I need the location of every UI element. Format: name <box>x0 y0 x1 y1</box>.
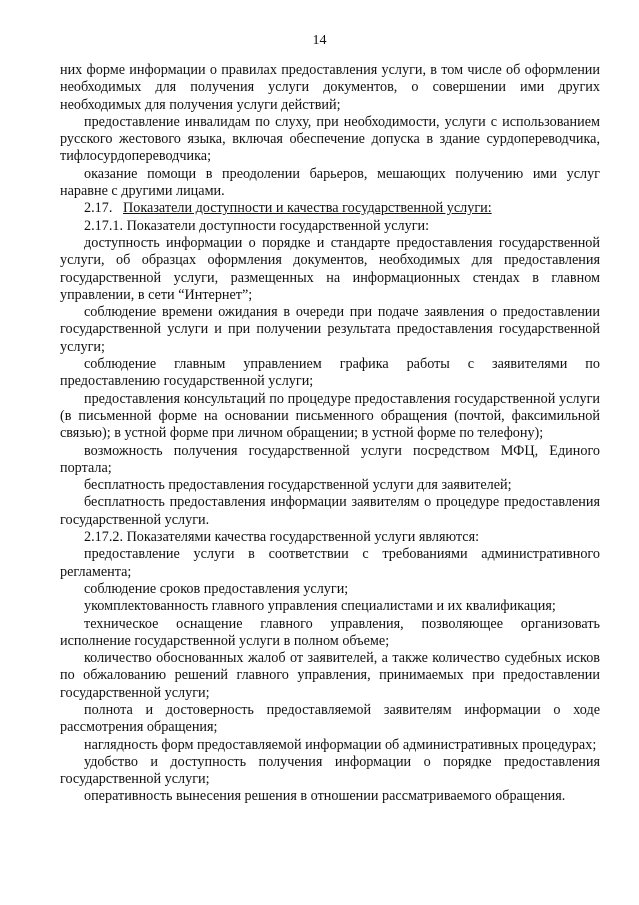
paragraph: оказание помощи в преодолении барьеров, мешающих получению ими услуг наравне с другими лицами. <box>60 165 600 200</box>
paragraph: бесплатность предоставления информации заявителям о процедуре предоставления государственной услуги. <box>60 494 600 528</box>
paragraph: возможность получения государственной услуги посредством МФЦ, Единого портала; <box>60 442 600 476</box>
paragraph: предоставление услуги в соответствии с требованиями административного регламента; <box>60 546 600 580</box>
paragraph: техническое оснащение главного управления, позволяющее организовать исполнение государственной услуги в полном объеме; <box>60 615 600 649</box>
paragraph: наглядность форм предоставляемой информации об административных процедурах; <box>84 736 597 753</box>
paragraph: соблюдение сроков предоставления услуги; <box>84 580 349 597</box>
paragraph: оперативность вынесения решения в отношении рассматриваемого обращения. <box>84 788 566 805</box>
paragraph: 2.17.2. Показателями качества государственной услуги являются: <box>84 529 480 546</box>
document-body <box>60 62 600 806</box>
paragraph: доступность информации о порядке и стандарте предоставления государственной услуги, об образцах оформления документов, необходимых для предоставления государственной услуги, размещенных на информационных стендах в главном управлении, в сети “Интернет”; <box>60 234 600 303</box>
paragraph: полнота и достоверность предоставляемой заявителям информации о ходе рассмотрения обращения; <box>60 701 600 736</box>
page-number: 14 <box>312 33 327 48</box>
paragraph: бесплатность предоставления государственной услуги для заявителей; <box>84 477 512 494</box>
paragraph: них форме информации о правилах предоставления услуги, в том числе об оформлении необходимых для получения услуги документов, о совершении ими других необходимых для получения услуги действий; <box>60 62 600 113</box>
paragraph: укомплектованность главного управления специалистами и их квалификация; <box>84 598 556 615</box>
paragraph: количество обоснованных жалоб от заявителей, а также количество судебных исков по обжалованию решений главного управления, принимаемых при предоставлении государственной услуги; <box>60 650 600 701</box>
section-title: Показатели доступности и качества государственной услуги: <box>123 200 492 217</box>
paragraph: предоставления консультаций по процедуре предоставления государственной услуги (в письменной форме на основании письменного обращения (почтой, факсимильной связью); в устной форме при личном обращении; в устной форме по телефону); <box>60 390 600 442</box>
paragraph: 2.17.1. Показатели доступности государственной услуги: <box>84 217 430 234</box>
section-number: 2.17. <box>84 200 113 217</box>
paragraph: предоставление инвалидам по слуху, при необходимости, услуги с использованием русского жестового языка, включая обеспечение допуска в здание сурдопереводчика, тифлосурдопереводчика; <box>60 113 600 165</box>
paragraph: удобство и доступность получения информации о порядке предоставления государственной услуги; <box>60 753 600 788</box>
paragraph: соблюдение главным управлением графика работы с заявителями по предоставлению государственной услуги; <box>60 356 600 390</box>
paragraph: соблюдение времени ожидания в очереди при подаче заявления о предоставлении государственной услуги и при получении результата предоставления государственной услуги; <box>60 304 600 355</box>
section-heading <box>60 200 600 217</box>
